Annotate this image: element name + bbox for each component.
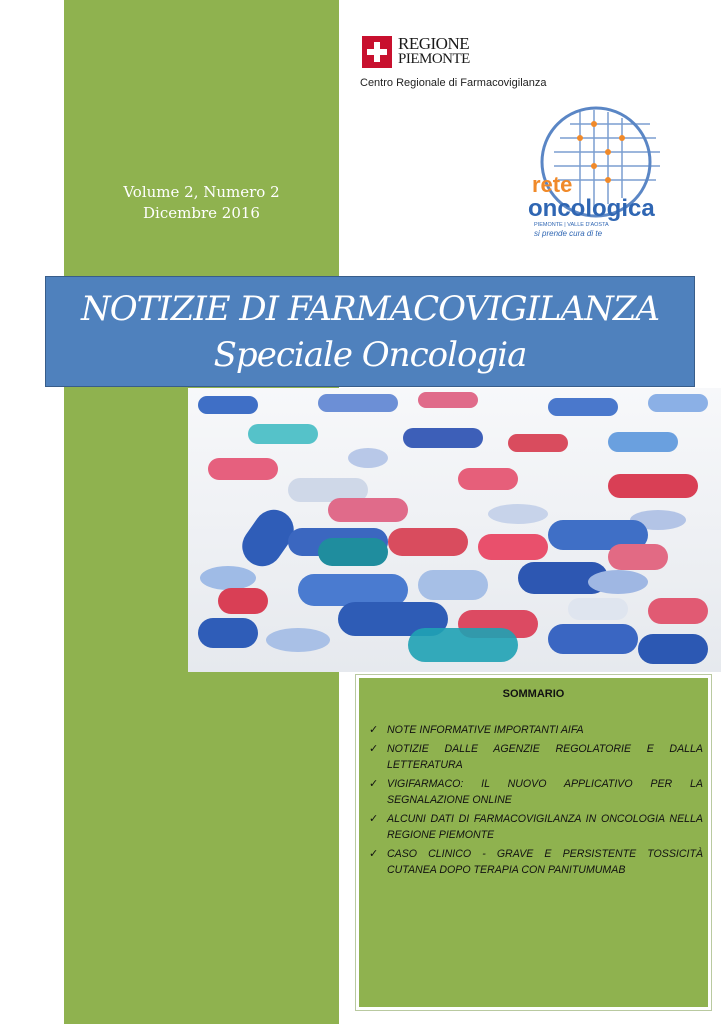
rete-oncologica-logo: [510, 104, 670, 244]
pills-illustration: [188, 388, 721, 672]
oncologica-word: oncologica: [528, 195, 655, 222]
checkmark-icon: ✓: [369, 848, 379, 860]
sommario-item: ✓ CASO CLINICO - GRAVE E PERSISTENTE TOSSICITÀ CUTANEA DOPO TERAPIA CON PANITUMUMAB: [369, 848, 703, 876]
newsletter-subtitle: Speciale Oncologia: [213, 335, 527, 375]
rete-small-text: PIEMONTE | VALLE D'AOSTA: [534, 222, 609, 228]
sommario-item: ✓ NOTIZIE DALLE AGENZIE REGOLATORIE E DALLA LETTERATURA: [369, 743, 703, 771]
checkmark-icon: ✓: [369, 813, 379, 825]
piemonte-flag-icon: [362, 36, 392, 68]
green-side-strip: [64, 388, 188, 672]
sommario-item: ✓ NOTE INFORMATIVE IMPORTANTI AIFA: [369, 724, 584, 736]
sommario-list: [369, 722, 703, 881]
title-banner: [45, 276, 695, 387]
checkmark-icon: ✓: [369, 778, 379, 790]
sommario-item: ✓ ALCUNI DATI DI FARMACOVIGILANZA IN ONCOLOGIA NELLA REGIONE PIEMONTE: [369, 813, 703, 841]
rete-word: rete: [532, 172, 573, 197]
centro-label: Centro Regionale di Farmacovigilanza: [360, 77, 547, 89]
sommario-box: [356, 675, 711, 1010]
checkmark-icon: ✓: [369, 724, 379, 736]
regione-piemonte-logo: [358, 34, 478, 70]
sommario-heading: SOMMARIO: [502, 688, 565, 700]
newsletter-title: NOTIZIE DI FARMACOVIGILANZA: [81, 289, 659, 329]
issue-info: [64, 182, 339, 224]
issue-volume: Volume 2, Numero 2: [123, 183, 280, 201]
sommario-item: ✓ VIGIFARMACO: IL NUOVO APPLICATIVO PER LA SEGNALAZIONE ONLINE: [369, 778, 703, 806]
rete-tagline: si prende cura di te: [534, 229, 603, 238]
pills-photo: [188, 388, 721, 672]
logo-line2: PIEMONTE: [398, 51, 470, 67]
issue-date: Dicembre 2016: [143, 204, 260, 222]
logo-line1: REGIONE: [398, 34, 470, 53]
checkmark-icon: ✓: [369, 743, 379, 755]
